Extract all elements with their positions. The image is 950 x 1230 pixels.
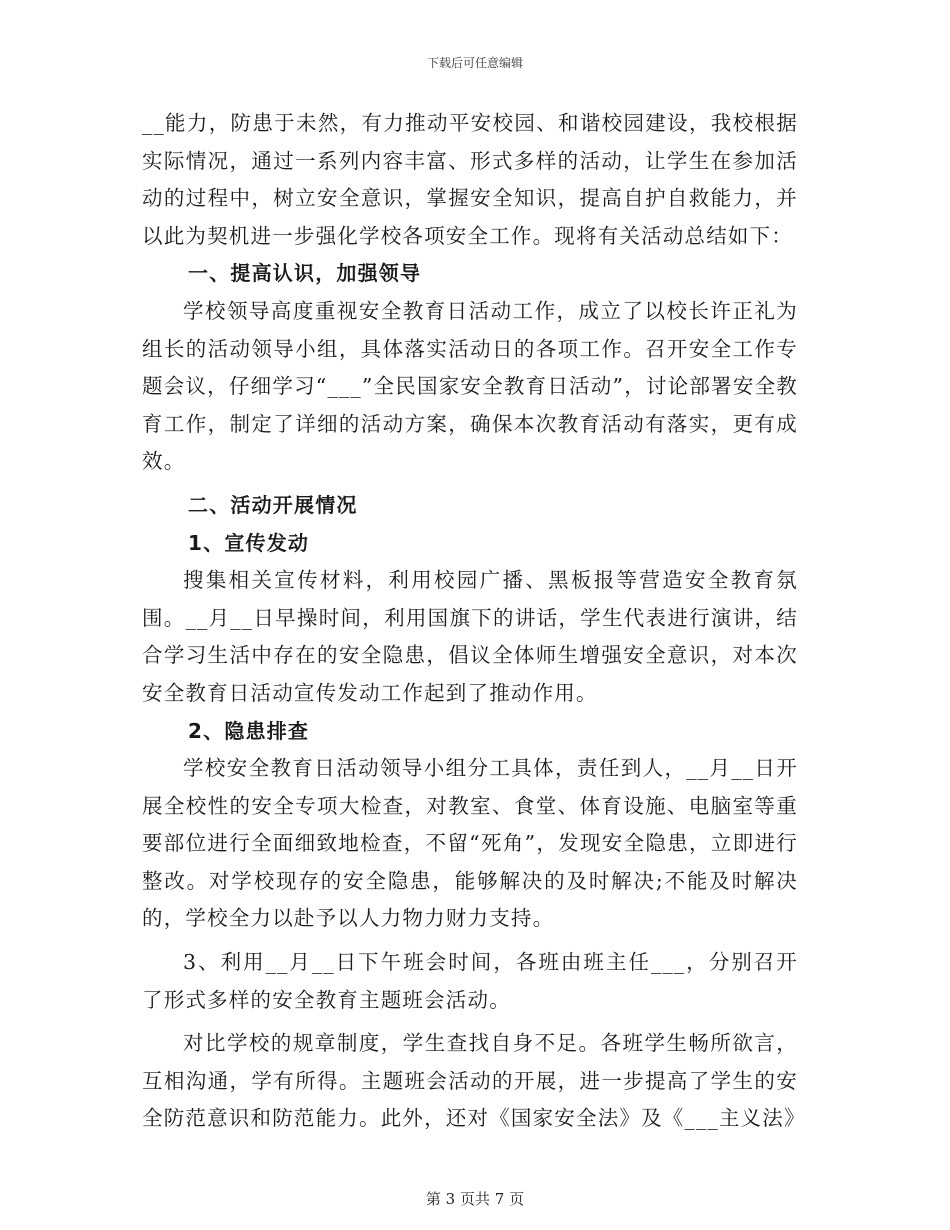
paragraph-publicity: 搜集相关宣传材料，利用校园广播、黑板报等营造安全教育氛围。__月__日早操时间，利用国旗下的讲话，学生代表进行演讲，结合学习生活中存在的安全隐患，倡议全体师生增强安全意识，对本次安全教育日活动宣传发动工作起到了推动作用。	[142, 568, 798, 705]
subsection-heading-publicity: 1、宣传发动	[188, 530, 310, 555]
paragraph-leadership: 学校领导高度重视安全教育日活动工作，成立了以校长许正礼为组长的活动领导小组，具体落实活动日的各项工作。召开安全工作专题会议，仔细学习“___”全民国家安全教育日活动”，讨论部署安全教育工作，制定了详细的活动方案，确保本次教育活动有落实，更有成效。	[142, 298, 798, 474]
section-heading-2: 二、活动开展情况	[188, 492, 358, 517]
paragraph-class-meeting: 3、利用__月__日下午班会时间，各班由班主任___，分别召开了形式多样的安全教育主题班会活动。	[142, 950, 798, 1012]
document-body	[142, 105, 806, 1138]
page-number: 第 3 页共 7 页	[425, 1190, 525, 1208]
paragraph-inspection: 学校安全教育日活动领导小组分工具体，责任到人，__月__日开展全校性的安全专项大检查，对教室、食堂、体育设施、电脑室等重要部位进行全面细致地检查，不留“死角”，发现安全隐患，立即进行整改。对学校现存的安全隐患，能够解决的及时解决;不能及时解决的，学校全力以赴予以人力物力财力支持。	[142, 756, 798, 931]
paragraph-reflection: 对比学校的规章制度，学生查找自身不足。各班学生畅所欲言，互相沟通，学有所得。主题班会活动的开展，进一步提高了学生的安全防范意识和防范能力。此外，还对《国家安全法》及《___主义法》	[142, 1031, 806, 1131]
section-heading-1: 一、提高认识，加强领导	[188, 261, 422, 286]
subsection-heading-inspection: 2、隐患排查	[188, 718, 310, 743]
header-note: 下载后可任意编辑	[426, 56, 523, 70]
paragraph-intro-continued: __能力，防患于未然，有力推动平安校园、和谐校园建设，我校根据实际情况，通过一系列内容丰富、形式多样的活动，让学生在参加活动的过程中，树立安全意识，掌握安全知识，提高自护自救能力，并以此为契机进一步强化学校各项安全工作。现将有关活动总结如下：	[142, 111, 798, 248]
